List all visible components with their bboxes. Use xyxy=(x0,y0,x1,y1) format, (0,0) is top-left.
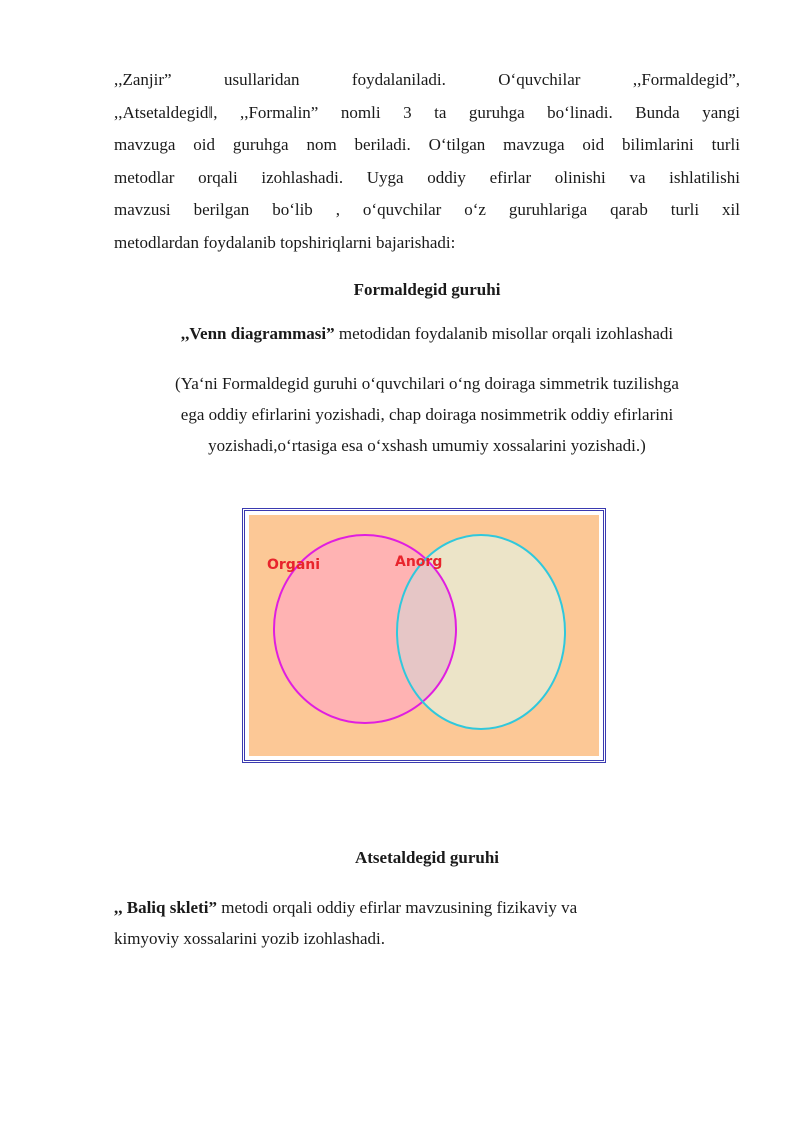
note-line: (Ya‘ni Formaldegid guruhi o‘quvchilari o‘ng doiraga simmetrik tuzilishga xyxy=(175,374,679,393)
method-description: metodidan foydalanib misollar orqali izohlashadi xyxy=(334,324,674,343)
intro-line: metodlar orqali izohlashadi. Uyga oddiy efirlar olinishi va ishlatilishi xyxy=(114,167,740,187)
section-title-formaldegid: Formaldegid guruhi xyxy=(353,280,501,299)
intro-line: ,,Atsetaldegid‖, ,,Formalin” nomli 3 ta guruhga bo‘linadi. Bunda yangi xyxy=(114,102,740,122)
venn-diagram xyxy=(249,515,599,756)
intro-line: ,,Zanjir” usullaridan foydalaniladi. O‘quvchilar ,,Formaldegid”, xyxy=(114,70,740,89)
venn-left-label: Organi xyxy=(267,557,321,573)
baliq-skleti-paragraph xyxy=(114,892,674,954)
method-name: ,, Baliq skleti” xyxy=(114,898,217,917)
paragraph-line xyxy=(114,892,674,923)
intro-paragraph xyxy=(114,64,740,259)
venn-right-label: Anorg xyxy=(395,554,443,570)
note-line: yozishadi,o‘rtasiga esa o‘xshash umumiy xossalarini yozishadi.) xyxy=(208,436,646,455)
intro-line: mavzusi berilgan bo‘lib , o‘quvchilar o‘z guruhlariga qarab turli xil xyxy=(114,200,740,219)
note-line: ega oddiy efirlarini yozishadi, chap doiraga nosimmetrik oddiy efirlarini xyxy=(180,405,674,424)
venn-diagram-frame xyxy=(242,508,606,763)
venn-diagram-svg xyxy=(249,515,599,756)
method-description: metodi orqali oddiy efirlar mavzusining fizikaviy va xyxy=(216,898,578,917)
intro-line: metodlardan foydalanib topshiriqlarni bajarishadi: xyxy=(114,232,456,252)
intro-line: mavzuga oid guruhga nom beriladi. O‘tilgan mavzuga oid bilimlarini turli xyxy=(114,135,740,154)
paragraph-line: kimyoviy xossalarini yozib izohlashadi. xyxy=(114,929,386,948)
method-name: ,,Venn diagrammasi” xyxy=(180,324,335,343)
venn-method-line xyxy=(114,324,740,344)
venn-instructions xyxy=(114,368,740,461)
section-title-atsetaldegid: Atsetaldegid guruhi xyxy=(354,848,500,867)
